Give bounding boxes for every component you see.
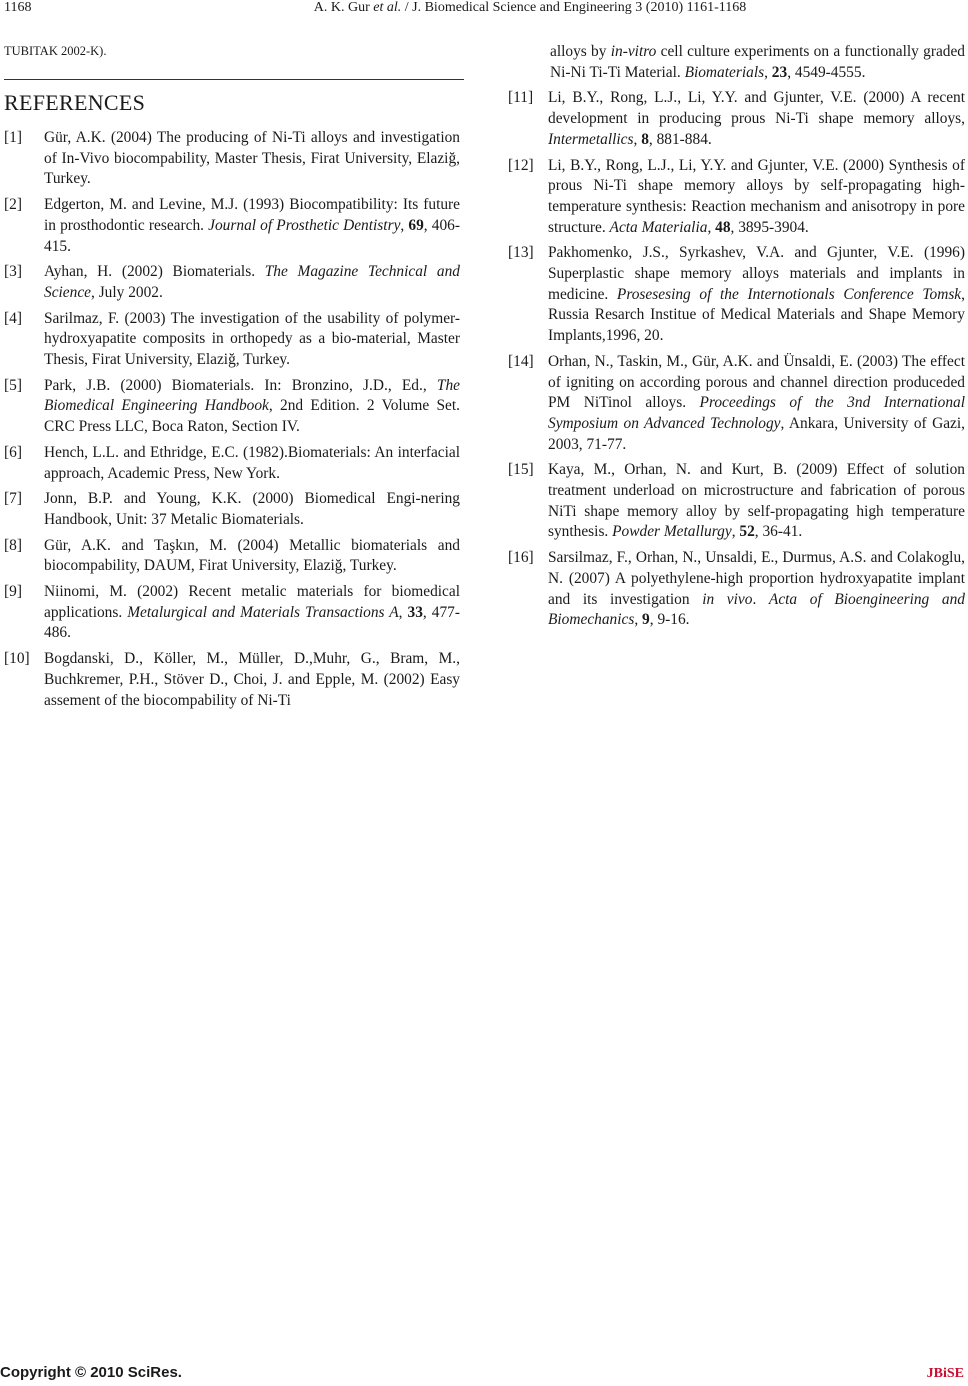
reference-item xyxy=(4,195,460,257)
reference-right_refs-2-part-2: , Russia Resarch Institue of Medical Materials and Shape Memory Implants,1996, 20. xyxy=(548,285,965,345)
reference-item xyxy=(508,243,965,347)
right-column xyxy=(508,42,965,636)
reference-right_refs-0-part-1: Intermetallics xyxy=(548,130,634,148)
reference-text xyxy=(44,129,460,187)
page-number: 1168 xyxy=(4,0,32,15)
reference-number: [4] xyxy=(4,309,22,327)
reference-text xyxy=(548,549,965,628)
reference-right_refs-4-part-3: 52 xyxy=(739,523,755,541)
reference-left_refs-1-part-0: Edgerton, M. and Levine, M.J. (1993) Biocompatibility: Its future in prosthodontic research. xyxy=(44,196,460,234)
reference-right_refs-4-part-2: , xyxy=(731,523,740,541)
reference-text xyxy=(548,353,965,453)
reference-number: [9] xyxy=(4,583,22,601)
reference-left_refs-1-part-2: , xyxy=(400,216,409,234)
reference-number: [14] xyxy=(508,352,534,370)
reference-continuation-part-4: , xyxy=(764,63,772,81)
reference-number: [13] xyxy=(508,244,534,262)
reference-item xyxy=(4,489,460,530)
reference-left_refs-1-part-1: Journal of Prosthetic Dentistry xyxy=(208,216,401,234)
reference-right_refs-4-part-4: , 36-41. xyxy=(754,523,803,541)
reference-left_refs-4-part-0: Park, J.B. (2000) Biomaterials. In: Bronzino, J.D., Ed., xyxy=(44,376,437,394)
reference-left_refs-4-part-1: The Biomedical Engineering Handbook xyxy=(44,376,460,415)
reference-left_refs-1-part-3: 69 xyxy=(408,216,424,234)
running-header: A. K. Gur et al. / J. Biomedical Science and Engineering 3 (2010) 1161-1168 xyxy=(313,0,747,15)
reference-item xyxy=(4,443,460,484)
reference-text xyxy=(44,310,460,368)
reference-continuation-part-6: , 4549-4555. xyxy=(787,63,866,81)
reference-continuation-part-3: Biomaterials xyxy=(684,63,765,81)
reference-number: [2] xyxy=(4,196,22,214)
reference-item xyxy=(4,536,460,577)
reference-number: [15] xyxy=(508,461,534,479)
reference-right_refs-5-part-4: , xyxy=(634,611,643,629)
reference-right_refs-1-part-0: Li, B.Y., Rong, L.J., Li, Y.Y. and Gjunter, V.E. (2000) Synthesis of prous Ni-Ti shape memory alloys by self-propagating high-temperature synthesis: Reaction mechanism and anisotropy in pore structure. xyxy=(548,156,965,236)
reference-right_refs-5-part-1: in vivo xyxy=(702,590,753,608)
reference-right_refs-0-part-3: 8 xyxy=(641,130,649,148)
reference-item xyxy=(4,582,460,644)
reference-right_refs-1-part-2: , xyxy=(707,218,716,236)
reference-right_refs-3-part-2: , Ankara, University of Gazi, 2003, 71-77. xyxy=(548,414,965,453)
reference-left_refs-8-part-3: 33 xyxy=(407,603,423,621)
reference-left_refs-6-part-0: Jonn, B.P. and Young, K.K. (2000) Biomedical Engi-nering Handbook, Unit: 37 Metalic Biomaterials. xyxy=(44,490,460,528)
reference-left_refs-8-part-4: , 477-486. xyxy=(44,603,460,642)
reference-number: [1] xyxy=(4,129,22,146)
reference-number: [16] xyxy=(508,549,534,567)
reference-text xyxy=(44,196,460,254)
reference-left_refs-1-part-4: , 406-415. xyxy=(44,216,460,255)
reference-right_refs-0-part-4: , 881-884. xyxy=(648,130,712,148)
reference-left_refs-8-part-0: Niinomi, M. (2002) Recent metalic materials for biomedical applications. xyxy=(44,583,460,621)
reference-left_refs-4-part-2: , 2nd Edition. 2 Volume Set. CRC Press LLC, Boca Raton, Section IV. xyxy=(44,397,460,436)
references-heading: REFERENCES xyxy=(4,90,146,115)
left-reference-list xyxy=(4,128,460,711)
reference-continuation xyxy=(508,42,965,83)
reference-left_refs-3-part-0: Sarilmaz, F. (2003) The investigation of the usability of polymer-hydroxyapatite composits in orthopedy as a bio-material, Master Thesis, Firat University, Elaziğ, Turkey. xyxy=(44,309,460,369)
reference-right_refs-4-part-0: Kaya, M., Orhan, N. and Kurt, B. (2009) Effect of solution treatment underload on microstructure and fabrication of porous NiTi shape memory alloy by self-propagating high temperature synthesis. xyxy=(548,461,965,541)
reference-item xyxy=(508,156,965,239)
reference-text xyxy=(44,537,460,575)
reference-item xyxy=(508,352,965,456)
footer-journal-abbr: JBiSE xyxy=(926,1366,964,1381)
reference-item xyxy=(4,128,460,190)
reference-left_refs-0-part-0: Gür, A.K. (2004) The producing of Ni-Ti alloys and investigation of In-Vivo biocompability, Master Thesis, Firat University, Elaziğ, Turkey. xyxy=(44,129,460,188)
acknowledgement-tail: TUBITAK 2002-K). xyxy=(4,44,107,58)
reference-right_refs-3-part-1: Proceedings of the 3nd International Symposium on Advanced Technology xyxy=(548,394,965,432)
reference-item xyxy=(4,376,460,438)
reference-number: [3] xyxy=(4,263,22,281)
reference-right_refs-5-part-5: 9 xyxy=(642,611,650,629)
reference-text xyxy=(44,444,460,482)
reference-text xyxy=(44,490,460,528)
reference-text xyxy=(44,377,460,435)
reference-text xyxy=(44,583,460,641)
reference-left_refs-2-part-1: The Magazine Technical and Science xyxy=(44,263,460,301)
reference-right_refs-0-part-2: , xyxy=(633,130,642,148)
reference-number: [10] xyxy=(4,650,30,668)
reference-right_refs-1-part-1: Acta Materialia xyxy=(609,218,708,236)
reference-left_refs-9-part-0: Bogdanski, D., Köller, M., Müller, D.,Muhr, G., Bram, M., Buchkremer, P.H., Stöver D., Choi, J. and Epple, M. (2002) Easy assement of the biocompability of Ni-Ti xyxy=(44,650,460,709)
left-column xyxy=(4,44,460,716)
reference-left_refs-5-part-0: Hench, L.L. and Ethridge, E.C. (1982).Biomaterials: An interfacial approach, Academic Press, New York. xyxy=(44,443,460,482)
reference-right_refs-5-part-6: , 9-16. xyxy=(649,611,690,629)
reference-right_refs-2-part-0: Pakhomenko, J.S., Syrkashev, V.A. and Gjunter, V.E. (1996) Superplastic shape memory alloys materials and implants in medicine. xyxy=(548,244,965,303)
reference-right_refs-1-part-3: 48 xyxy=(715,218,731,236)
right-reference-list xyxy=(508,88,965,631)
reference-right_refs-5-part-3: Acta of Bioengineering and Biomechanics xyxy=(548,590,965,629)
reference-item xyxy=(508,548,965,631)
reference-left_refs-2-part-2: , July 2002. xyxy=(91,283,163,301)
reference-right_refs-3-part-0: Orhan, N., Taskin, M., Gür, A.K. and Ünsaldi, E. (2003) The effect of igniting on according porous and channel direction produceded PM NiTinol alloys. xyxy=(548,352,965,412)
reference-item xyxy=(508,460,965,543)
reference-text xyxy=(44,263,460,301)
reference-number: [11] xyxy=(508,89,534,107)
reference-right_refs-2-part-1: Prosesesing of the Internotionals Conference Tomsk xyxy=(616,285,962,303)
reference-text xyxy=(548,461,965,540)
reference-number: [6] xyxy=(4,443,22,461)
reference-number: [5] xyxy=(4,376,22,394)
reference-text xyxy=(44,650,460,708)
reference-continuation-part-5: 23 xyxy=(771,63,788,81)
reference-number: [12] xyxy=(508,156,534,174)
reference-left_refs-8-part-1: Metalurgical and Materials Transactions A xyxy=(127,603,399,621)
reference-number: [7] xyxy=(4,490,22,508)
footer-copyright: Copyright © 2010 SciRes. xyxy=(0,1364,182,1381)
reference-continuation-part-2: cell culture experiments on a functionally graded Ni-Ni Ti-Ti Material. xyxy=(550,43,966,81)
reference-text xyxy=(548,244,965,344)
reference-text xyxy=(548,89,965,147)
reference-text xyxy=(548,157,965,236)
reference-right_refs-0-part-0: Li, B.Y., Rong, L.J., Li, Y.Y. and Gjunter, V.E. (2000) A recent development in producing prous Ni-Ti shape memory alloys, xyxy=(548,89,965,128)
reference-number: [8] xyxy=(4,536,22,554)
reference-left_refs-8-part-2: , xyxy=(398,603,408,621)
reference-continuation-part-1: in-vitro xyxy=(610,43,657,60)
reference-right_refs-4-part-1: Powder Metallurgy xyxy=(612,523,732,541)
reference-right_refs-1-part-4: , 3895-3904. xyxy=(730,218,809,236)
reference-right_refs-5-part-0: Sarsilmaz, F., Orhan, N., Unsaldi, E., Durmus, A.S. and Colakoglu, N. (2007) A polyethylene-high proportion hydroxyapatite implant and its investigation xyxy=(548,549,965,608)
section-rule xyxy=(4,79,464,80)
reference-item xyxy=(4,262,460,303)
reference-item xyxy=(4,309,460,371)
reference-left_refs-2-part-0: Ayhan, H. (2002) Biomaterials. xyxy=(44,263,265,281)
reference-item xyxy=(4,649,460,711)
reference-item xyxy=(508,88,965,150)
reference-continuation-part-0: alloys by xyxy=(550,43,611,60)
reference-right_refs-5-part-2: . xyxy=(752,590,769,608)
reference-left_refs-7-part-0: Gür, A.K. and Taşkın, M. (2004) Metallic biomaterials and biocompability, DAUM, Firat University, Elaziğ, Turkey. xyxy=(44,536,460,575)
